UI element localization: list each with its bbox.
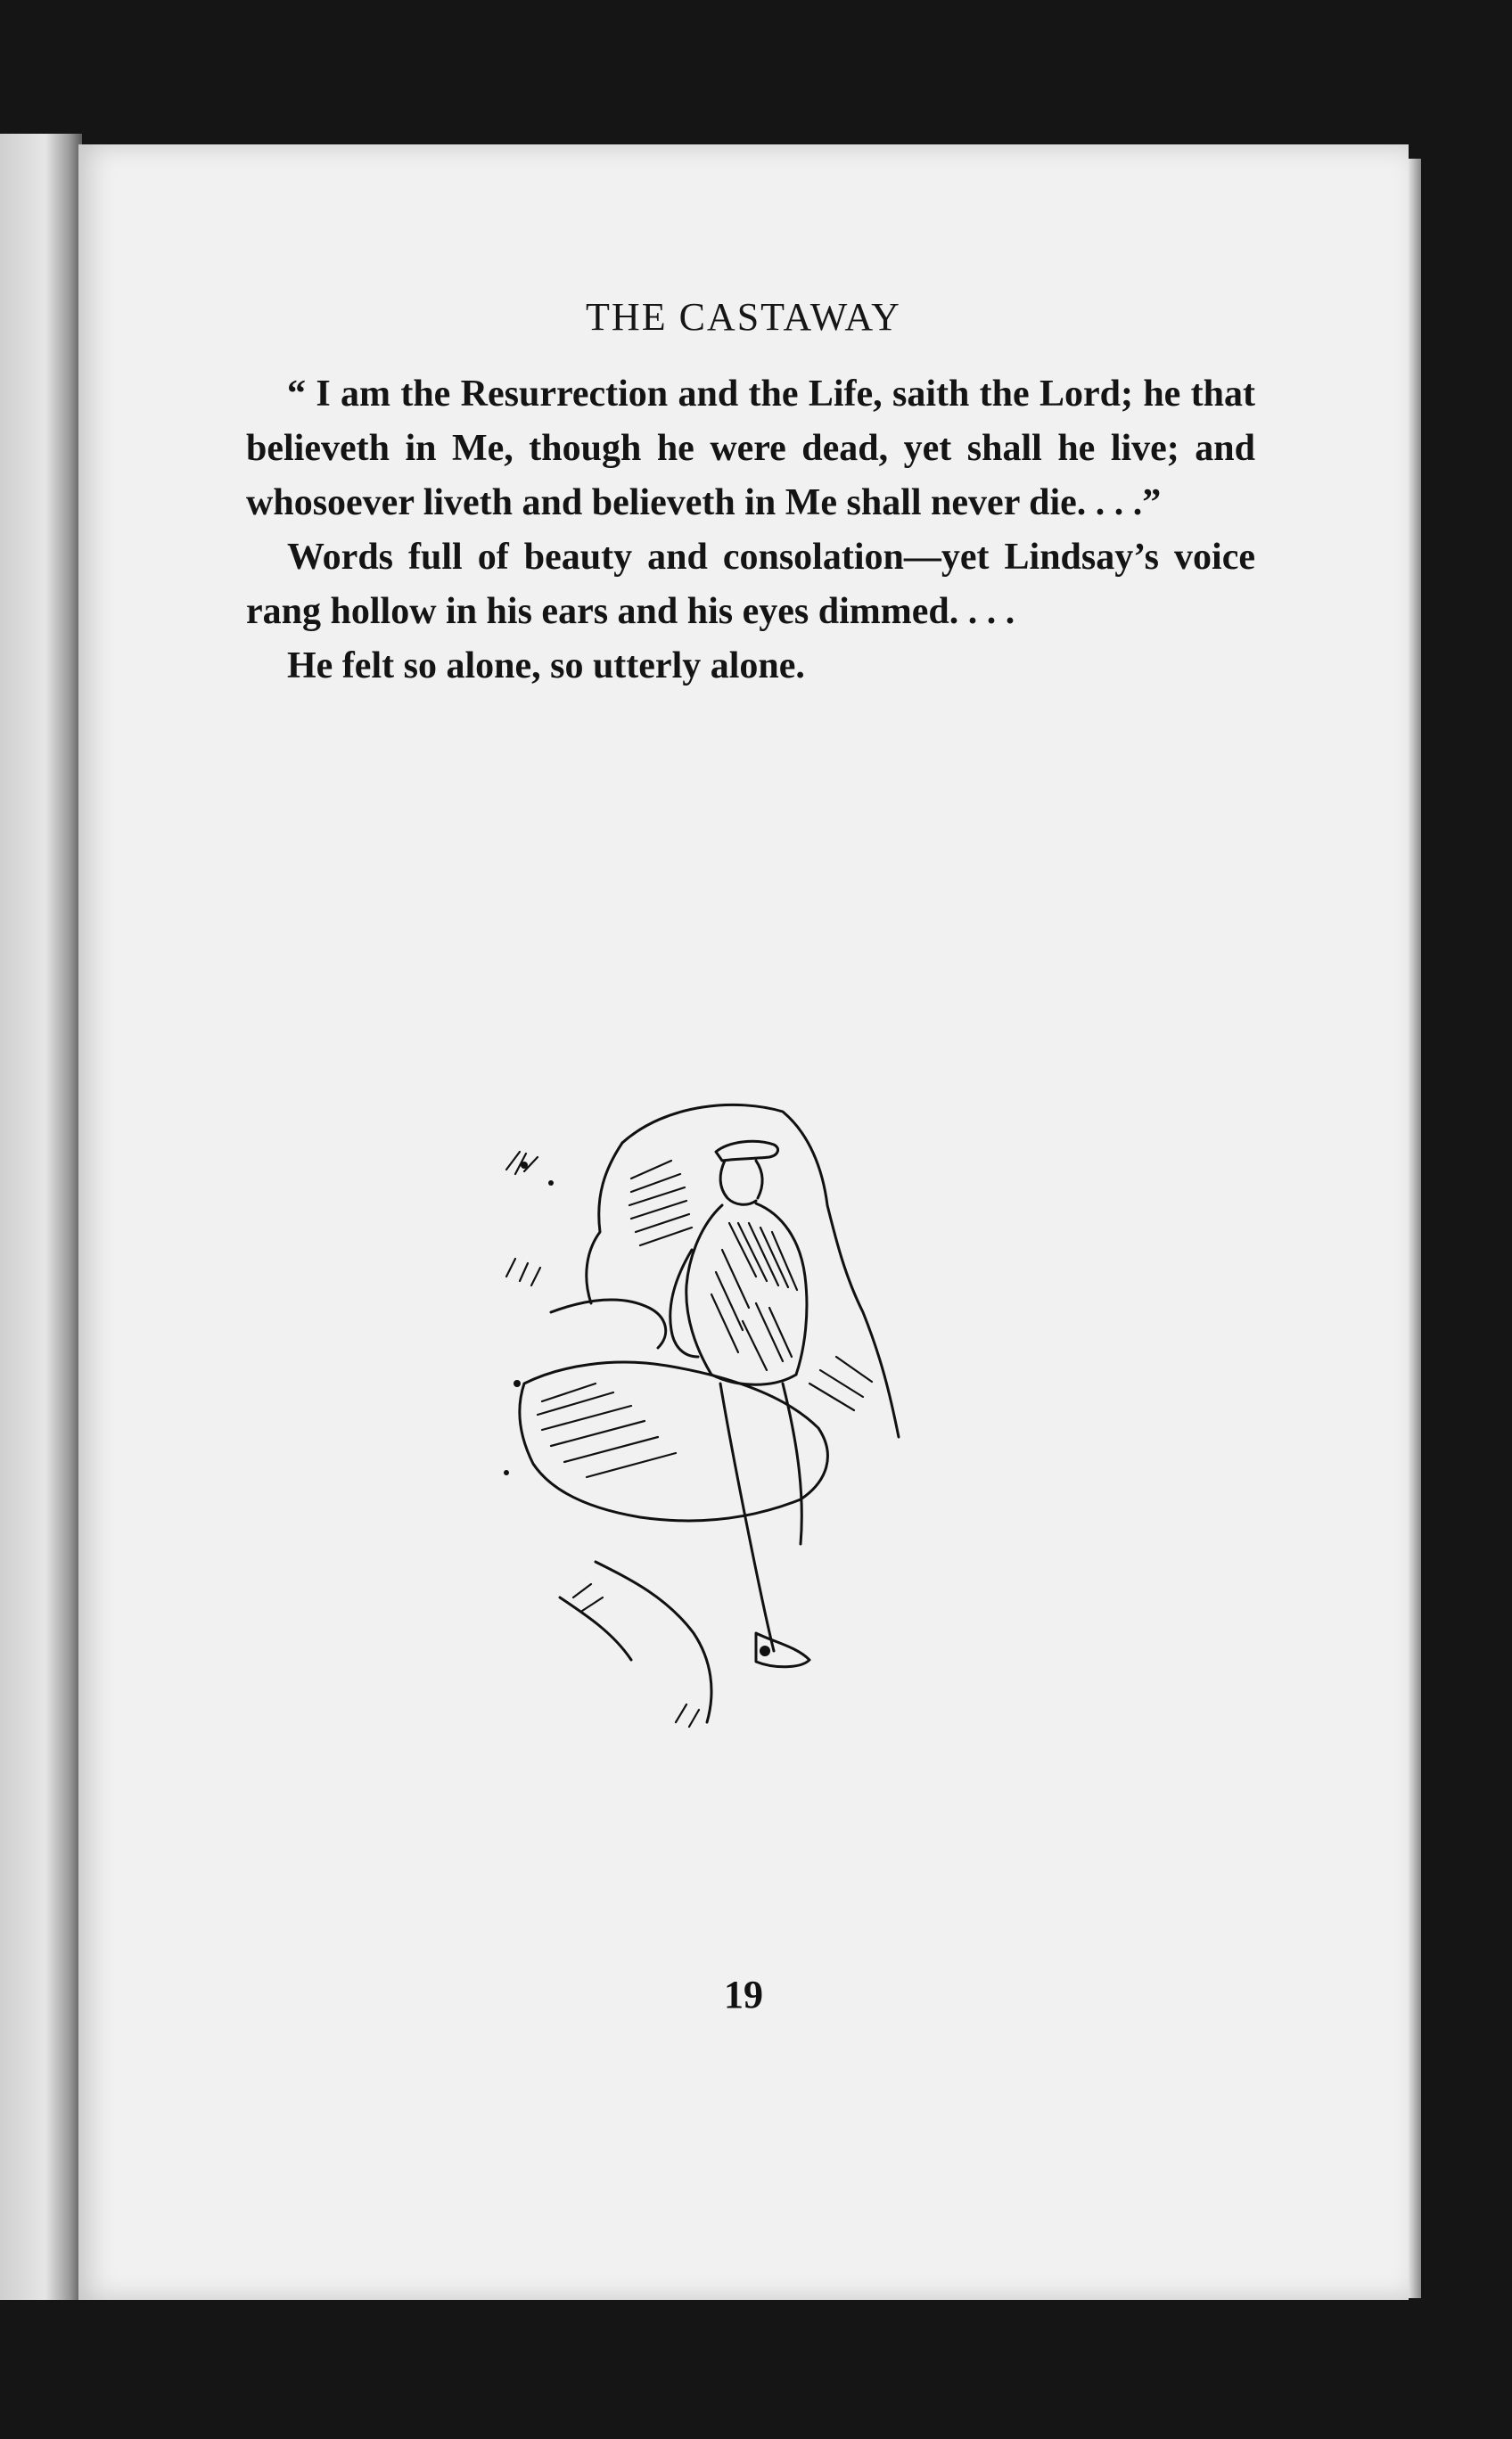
body-text [246, 367, 1255, 694]
paragraph-scripture-quote: “ I am the Resurrection and the Life, saith the Lord; he that believeth in Me, though he were dead, yet shall he live; and whosoever liveth and believeth in Me shall never die. . . .” [246, 374, 1255, 523]
book-page [78, 144, 1409, 2300]
running-head: THE CASTAWAY [586, 295, 901, 339]
man-on-rocks-illustration [489, 1098, 1006, 1829]
right-page-edge [1409, 159, 1421, 2298]
left-page-edge [0, 134, 82, 2300]
page-number: 19 [724, 1973, 763, 2016]
paragraph-alone: He felt so alone, so utterly alone. [287, 645, 805, 686]
paragraph-words: Words full of beauty and consolation—yet Lindsay’s voice rang hollow in his ears and his eyes dimmed. . . . [246, 537, 1255, 632]
